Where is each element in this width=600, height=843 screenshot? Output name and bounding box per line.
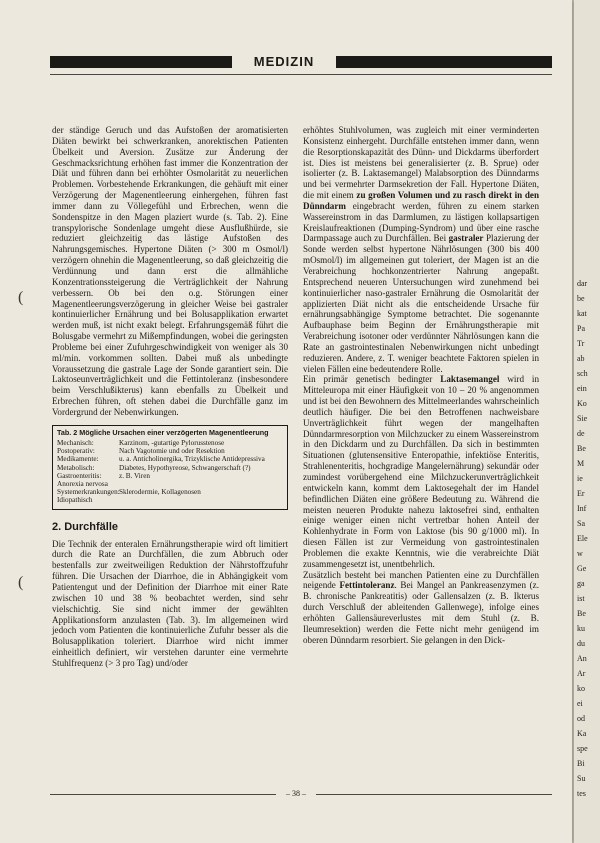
- bold-text: Laktasemangel: [440, 374, 500, 385]
- right-column: [303, 125, 539, 646]
- next-page-fragment: Ele: [577, 534, 588, 543]
- body-paragraph: [303, 125, 539, 374]
- table-row: [57, 464, 283, 472]
- margin-bracket-icon: (: [18, 289, 24, 306]
- next-page-fragment: du: [577, 639, 585, 648]
- text-run: Zusätzlich besteht bei manchen Patienten eine zu Durchfällen neigende: [303, 569, 539, 591]
- page-number: – 38 –: [276, 788, 316, 800]
- next-page-fragment: Bi: [577, 759, 585, 768]
- next-page-fragment: spe: [577, 744, 588, 753]
- text-run: Ein primär genetisch bedingter: [303, 374, 441, 385]
- next-page-edge: [574, 0, 600, 843]
- table-cell-value: Sklerodermie, Kollagenosen: [119, 488, 201, 497]
- table-row: [57, 480, 283, 488]
- table-cell-value: Nach Vagotomie und oder Resektion: [119, 447, 225, 456]
- next-page-fragment: Ka: [577, 729, 587, 738]
- next-page-fragment: od: [577, 714, 585, 723]
- section-heading: 2. Durchfälle: [52, 520, 119, 533]
- next-page-fragment: Sa: [577, 519, 585, 528]
- body-paragraph: [303, 374, 539, 569]
- table-row: [57, 439, 283, 447]
- body-paragraph: Die Technik der enteralen Ernährungstherapie wird oft limitiert durch die Rate an Durchfällen, die zum Abbruch oder bestenfalls zur zweitweiligen Reduktion der Nährstoffzufuhr führen. Die Ursachen der Diarrhoe, die in Abhängigkeit vom Patientengut und der Definition der Diarrhoe mit einer Rate zwischen 10 und 38 % beobachtet werden, sind sehr vielschichtig. Sie sind nicht immer der gewählten Applikationsform anzulasten (Tab. 3). Im allgemeinen wird jedoch vom Patienten die kontinuierliche Zufuhr besser als die Bolusapplikation toleriert. Diarrhoe wird nicht immer einheitlich definiert, wir verstehen darunter eine vermehrte Stuhlfrequenz (> 3 pro Tag) und/oder: [52, 538, 288, 668]
- next-page-fragment: w: [577, 549, 583, 558]
- next-page-fragment: Ge: [577, 564, 587, 573]
- table-row: [57, 488, 283, 496]
- next-page-fragment: de: [577, 429, 585, 438]
- table-box: [52, 425, 288, 510]
- next-page-fragment: Pa: [577, 324, 585, 333]
- next-page-fragment: ku: [577, 624, 585, 633]
- next-page-fragment: ga: [577, 579, 585, 588]
- table-title: Tab. 2 Mögliche Ursachen einer verzögerten Magenentleerung: [57, 427, 269, 437]
- table-cell-value: Karzinom, -gutartige Pylorusstenose: [119, 438, 225, 447]
- table-cell-key: Postoperativ:: [57, 447, 95, 456]
- table-cell-key: Metabolisch:: [57, 463, 95, 472]
- next-page-fragment: Be: [577, 609, 586, 618]
- next-page-fragment: Be: [577, 444, 586, 453]
- table-cell-key: Mechanisch:: [57, 438, 94, 447]
- text-run: wird in Mitteleuropa mit einer Häufigkeit von 10 – 20 % angenommen und ist bei den Bewohnern des Mittelmeerlandes wahrscheinlich deutlich häufiger. Die bei den Betroffenen nachweisbare Unverträglichkeit führt wegen der mangelhaften Dünndarmresorption von Milchzucker zu einem Wassereinstrom in den Dickdarm und zu Durchfällen. Da sich in bestimmten Situationen (glutensensitive Enteropathie, infektiöse Enteritis, Strahlenenteritis, hochgradige Mangelernährung) sekundär oder zumindest vorübergehend eine Milchzuckerunverträglichkeit entwickeln kann, kommt dem Laktosegehalt der im Handel befindlichen Diäten eine größere Bedeutung zu. Während die meisten neueren Produkte nahezu laktosefrei sind, enthalten einige weniger einen nicht vertretbar hohen Anteil der Kohlenhydrate in Form von Laktose (bis 90 g/1000 ml). In diesen Fällen ist zur Vermeidung von gastrointestinalen Problemen die exakte Kenntnis, wie die verabreichte Diät zusammengesetzt ist, unentbehrlich.: [303, 374, 539, 569]
- table-row: [57, 447, 283, 455]
- next-page-fragment: ie: [577, 474, 583, 483]
- bold-text: Fettintoleranz: [339, 580, 395, 591]
- table-cell-value: Diabetes, Hypothyreose, Schwangerschaft (?): [119, 463, 251, 472]
- next-page-fragment: Sie: [577, 414, 588, 423]
- next-page-fragment: ab: [577, 354, 585, 363]
- table-cell-value: [119, 496, 283, 504]
- next-page-fragment: M: [577, 459, 585, 468]
- table-cell-key: Anorexia nervosa: [57, 480, 108, 488]
- next-page-fragment: Inf: [577, 504, 587, 513]
- text-run: eingebracht werden, führen zu einem starken Wassereinstrom in das Darmlumen, zu lästigen kollapsartigen Kreislaufreaktionen (Dumping-Syndrom) und über eine rasche Darmpassage auch zu Durchfällen. Bei: [303, 200, 539, 244]
- next-page-fragment: sch: [577, 369, 588, 378]
- next-page-fragment: tes: [577, 789, 586, 798]
- next-page-fragment: Er: [577, 489, 585, 498]
- next-page-fragment: Ar: [577, 669, 586, 678]
- margin-bracket-icon: (: [18, 574, 24, 591]
- body-paragraph: [303, 570, 539, 646]
- bold-text: zu großen Volumen und zu rasch direkt in den Dünndarm: [303, 190, 540, 211]
- table-cell-value: z. B. Viren: [119, 471, 150, 480]
- next-page-fragment: dar: [577, 279, 588, 288]
- next-page-fragment: ein: [577, 384, 587, 393]
- next-page-fragment: Ko: [577, 399, 587, 408]
- table-row: [57, 472, 283, 480]
- table-cell-value: u. a. Anticholinergika, Trizyklische Antidepressiva: [119, 455, 265, 464]
- section-title: MEDIZIN: [232, 53, 336, 71]
- table-row: [57, 496, 283, 504]
- table-cell-key: Medikamente:: [57, 455, 99, 464]
- next-page-fragment: An: [577, 654, 587, 663]
- table-cell-key: Gastroenteritis:: [57, 471, 102, 480]
- table-cell-key: Idiopathisch: [57, 496, 93, 505]
- left-column: [52, 125, 288, 669]
- next-page-fragment: Tr: [577, 339, 585, 348]
- next-page-fragment: kat: [577, 309, 587, 318]
- header-rule: [50, 74, 552, 75]
- next-page-fragment: be: [577, 294, 585, 303]
- next-page-fragment: ko: [577, 684, 585, 693]
- table-row: [57, 455, 283, 463]
- table-cell-key: Systemerkrankungen:: [57, 488, 120, 497]
- text-run: . Bei Mangel an Pankreasenzymen (z. B. chronische Pankreatitis) oder Gallensalzen (z. B. Ikterus durch Verschluß der ableitenden Gallenwege), infolge eines erhöhten Gallensäureverlustes mit dem Stuhl (z. B. Ileumresektion) werden die Fette nicht mehr genügend im oberen Dünndarm resorbiert. Sie gelangen in den Dick-: [303, 580, 539, 645]
- table-cell-value: [119, 480, 283, 488]
- bold-text: gastraler: [448, 233, 484, 244]
- text-run: Plazierung der Sonde werden selbst hypertone Nährlösungen (300 bis 400 mOsmol/l) im allgemeinen gut toleriert, der Magen ist an die Verabreichung hochkonzentrierter Nahrung angepaßt. Entsprechend neueren Untersuchungen wird zunehmend bei kontinuierlicher naso-gastraler Ernährung die Osmolarität der applizierten Diät nicht als die entscheidende Ursache für ernährungsabhängige Symptome betrachtet. Die sogenannte Aufbauphase beim Beginn der Ernährungstherapie mit Verabreichung isotoner oder verdünnter Nährlösungen kann die Rate an gastrointestinalen Nebenwirkungen nicht unbedingt reduzieren. Andere, z. T. weniger beachtete Faktoren spielen in vielen Fällen eine bedeutendere Rolle.: [303, 233, 539, 374]
- next-page-fragment: Su: [577, 774, 586, 783]
- body-paragraph: der ständige Geruch und das Aufstoßen der aromatisierten Diäten bewirkt bei schwerkranken, anorektischen Patienten Übelkeit und Aversion. Zusätze zur Änderung der Geschmacksrichtung erhöhen fast immer die Konzentration der Diät und führen dann bei erhöhter Osmolarität zu neuerlichen Problemen. Vorbestehende Erkrankungen, die gehäuft mit einer Verzögerung der Magenentleerung einhergehen, führen fast immer dann zu Völlegefühl und Erbrechen, wenn die Sondenspitze in den Magen plaziert wurde (s. Tab. 2). Eine transpylorische Sondenlage umgeht diese Ausflußhürde, sie reduziert gleichzeitig das lästige Aufstoßen des Nahrungsgemisches. Hypertone Diäten (> 300 m Osmol/l) verzögern ohnehin die Magenentleerung, so daß gleichzeitig die Verdünnung und dann erst die allmähliche Konzentrationssteigerung die Verträglichkeit der Nahrung verbessern. Ob bei den o.g. Störungen einer Magenentleerungsverzögerung in gleicher Weise bei gastraler kontinuierlicher Ernährung und bei Bolusapplikation erwartet werden muß, ist nicht exakt belegt. Erfahrungsgemäß führt die Bolusgabe vermehrt zu Mißempfindungen, wobei die geringsten Probleme bei einer Zufuhrgeschwindigkeit von weniger als 30 ml/min. vorkommen sollten. Dabei muß als unbedingte Voraussetzung die gastrale Lage der Sonde garantiert sein. Die Laktoseunverträglichkeit und die Fettintoleranz (insbesondere beim Verschlußikterus) kann ebenfalls zu Übelkeit und Erbrechen führen, oft stehen dabei die Durchfälle ganz im Vordergrund der Nebenwirkungen.: [52, 125, 288, 417]
- next-page-fragment: ei: [577, 699, 583, 708]
- text-run: erhöhtes Stuhlvolumen, was zugleich mit einer verminderten Konsistenz einhergeht. Durchfälle entstehen immer dann, wenn die Resorptionskapazität des Dünn- und Dickdarms überfordert ist. Dies ist meistens bei generalisierter (z. B. Sprue) oder isolierter (z. B. Laktasemangel) Malabsorption des Dünndarms und bei vermehrter Darmsekretion der Fall. Hypertone Diäten, die mit einem: [303, 125, 539, 201]
- next-page-fragment: ist: [577, 594, 585, 603]
